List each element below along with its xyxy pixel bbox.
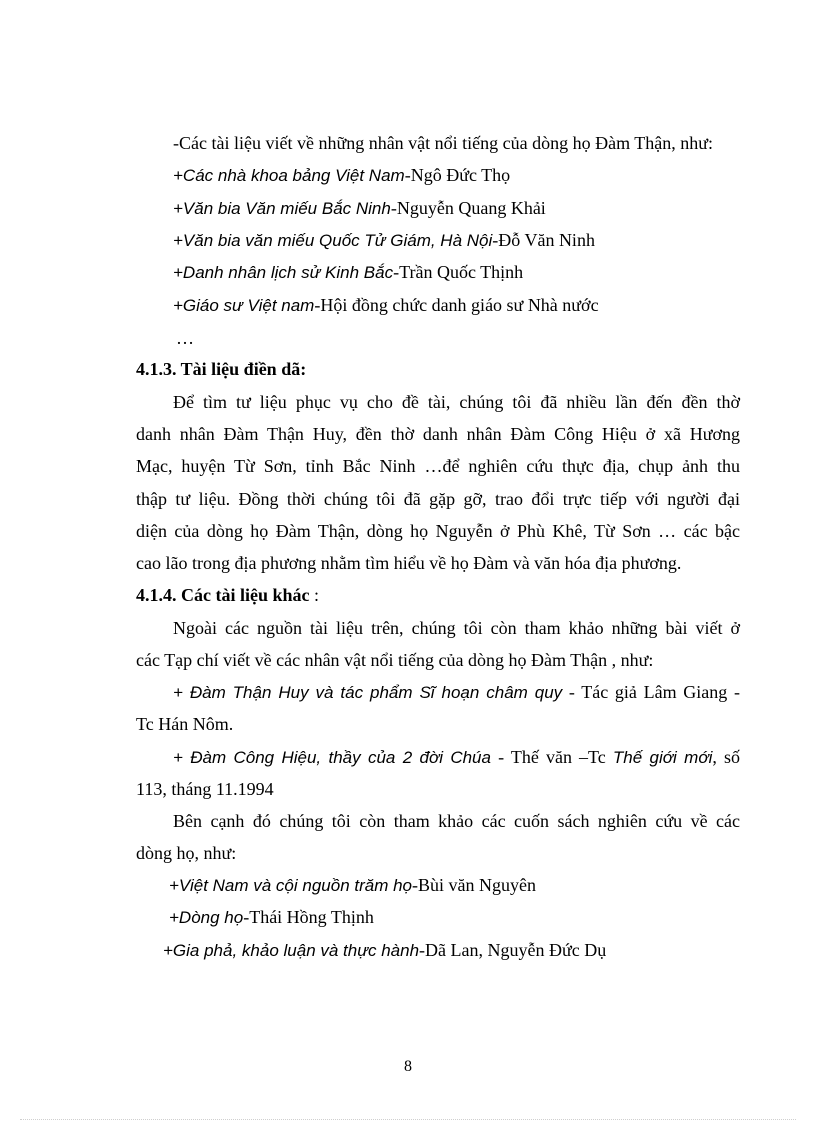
article-author: - Thế văn –Tc xyxy=(490,747,613,767)
intro-line xyxy=(173,132,713,154)
work-title: +Văn bia Văn miếu Bắc Ninh xyxy=(173,199,391,218)
article-issue: , số xyxy=(712,747,740,767)
paragraph-line: Ngoài các nguồn tài liệu trên, chúng tôi còn tham khảo những bài viết ở xyxy=(173,618,740,638)
work-item xyxy=(173,197,546,220)
work-author: -Trần Quốc Thịnh xyxy=(393,262,524,282)
work-author: -Ngô Đức Thọ xyxy=(404,165,511,185)
work-title: +Văn bia văn miếu Quốc Tử Giám, Hà Nội xyxy=(173,231,493,250)
paragraph-line: các Tạp chí viết về các nhân vật nổi tiếng của dòng họ Đàm Thận , như: xyxy=(136,650,654,670)
book-author: -Bùi văn Nguyên xyxy=(412,875,536,895)
article-item xyxy=(173,746,740,769)
paragraph-line: Bên cạnh đó chúng tôi còn tham khảo các cuốn sách nghiên cứu về các xyxy=(173,811,740,831)
article-title: + Đàm Thận Huy và tác phẩm Sĩ hoạn châm quy xyxy=(173,683,563,702)
work-item xyxy=(173,261,523,284)
article-continuation: Tc Hán Nôm. xyxy=(136,714,234,734)
book-item xyxy=(169,906,374,929)
intro-text: -Các tài liệu viết về những nhân vật nổi tiếng của dòng họ Đàm Thận, như: xyxy=(173,133,714,153)
section-heading-414 xyxy=(136,584,319,606)
paragraph-line: Mạc, huyện Từ Sơn, tỉnh Bắc Ninh …để nghiên cứu thực địa, chụp ảnh thu xyxy=(136,456,740,476)
article-title: + Đàm Công Hiệu, thầy của 2 đời Chúa xyxy=(173,748,491,767)
book-title: +Dòng họ xyxy=(169,908,244,927)
ellipsis: … xyxy=(176,328,194,348)
page-number: 8 xyxy=(404,1058,412,1075)
work-title: +Danh nhân lịch sử Kinh Bắc xyxy=(173,263,394,282)
section-heading-suffix: : xyxy=(309,585,320,605)
paragraph-line: danh nhân Đàm Thận Huy, đền thờ danh nhân Đàm Công Hiệu ở xã Hương xyxy=(136,424,740,444)
article-item xyxy=(173,681,740,704)
book-author: -Thái Hồng Thịnh xyxy=(243,907,374,927)
article-journal: Thế giới mới xyxy=(612,748,713,767)
section-heading-413: 4.1.3. Tài liệu điền dã: xyxy=(136,359,307,379)
book-author: -Dã Lan, Nguyễn Đức Dụ xyxy=(419,940,607,960)
work-author: -Nguyễn Quang Khải xyxy=(390,198,546,218)
page-bottom-divider xyxy=(20,1119,796,1120)
book-title: +Việt Nam và cội nguồn trăm họ xyxy=(169,876,413,895)
work-item xyxy=(173,294,599,317)
work-item xyxy=(173,229,595,252)
paragraph-line: diện của dòng họ Đàm Thận, dòng họ Nguyễn ở Phù Khê, Từ Sơn … các bậc xyxy=(136,521,740,541)
article-author: - Tác giả Lâm Giang - xyxy=(562,682,740,702)
work-title: +Giáo sư Việt nam xyxy=(173,296,315,315)
work-item xyxy=(173,164,510,187)
article-continuation: 113, tháng 11.1994 xyxy=(136,779,274,799)
paragraph-line: Để tìm tư liệu phục vụ cho đề tài, chúng tôi đã nhiều lần đến đền thờ xyxy=(173,392,740,412)
work-author: -Đỗ Văn Ninh xyxy=(492,230,595,250)
book-item xyxy=(163,939,606,962)
work-title: +Các nhà khoa bảng Việt Nam xyxy=(173,166,405,185)
book-title: +Gia phả, khảo luận và thực hành xyxy=(163,941,420,960)
work-author: -Hội đồng chức danh giáo sư Nhà nước xyxy=(314,295,599,315)
section-heading-text: 4.1.4. Các tài liệu khác xyxy=(136,585,310,605)
paragraph-line: dòng họ, như: xyxy=(136,843,237,863)
book-item xyxy=(169,874,536,897)
paragraph-line: thập tư liệu. Đồng thời chúng tôi đã gặp gỡ, trao đổi trực tiếp với người đại xyxy=(136,489,740,509)
paragraph-line: cao lão trong địa phương nhằm tìm hiểu về họ Đàm và văn hóa địa phương. xyxy=(136,553,682,573)
